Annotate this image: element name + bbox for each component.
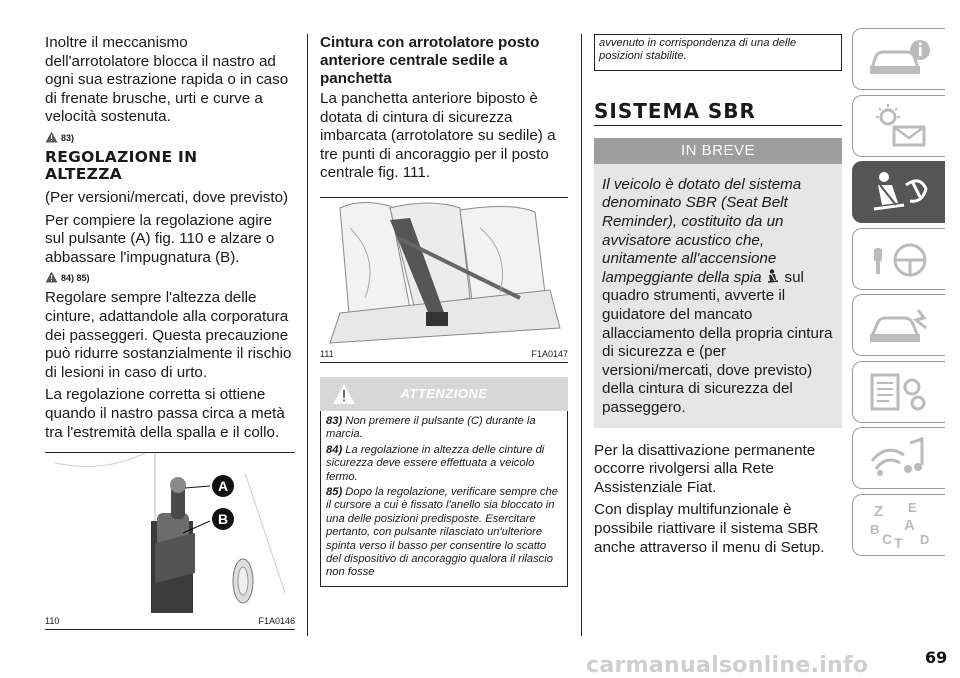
- attention-item: 85) Dopo la regolazione, verificare sempre che il cursore a cui è fissato l'anello sia bloccato in una delle posizioni predisposte. Esercitare pertanto, con pulsante rilasciato un'ulteriore spinta verso il basso per consentire lo scatto del dispositivo di ancoraggio qualora il rilascio non fosse: [326, 486, 558, 579]
- figure-code: F1A0147: [531, 348, 568, 359]
- maintenance-icon: [864, 367, 934, 417]
- paragraph: Con display multifunzionale è possibile riattivare il sistema SBR anche attraverso il menu di Setup.: [594, 501, 825, 556]
- in-brief-italic-text: Il veicolo è dotato del sistema denominato SBR (Seat Belt Reminder), costituito da un avvisatore acustico che, unitamente all'accensione lampeggiante della spia: [602, 175, 802, 286]
- seatbelt-warning-light-icon: [766, 269, 780, 284]
- column-divider: [581, 34, 582, 636]
- svg-text:Z: Z: [874, 502, 884, 520]
- tab-emergency[interactable]: [852, 294, 945, 356]
- warning-triangle-icon: [45, 271, 58, 283]
- svg-text:B: B: [870, 521, 880, 537]
- bench-seat-belt-illustration: [320, 198, 568, 346]
- tab-starting-driving[interactable]: [852, 228, 945, 290]
- svg-text:A: A: [904, 516, 915, 534]
- paragraph: Inoltre il meccanismo dell'arrotolatore blocca il nastro ad ogni sua estrazione rapida o in caso di frenate brusche, urti e curve a velocità sostenuta.: [45, 34, 289, 126]
- attention-item: 83) Non premere il pulsante (C) durante la marcia.: [326, 414, 536, 441]
- in-brief-box: [594, 138, 842, 428]
- chapter-tabs: [852, 28, 945, 560]
- tab-warning-lights[interactable]: [852, 95, 945, 157]
- section-title: SISTEMA SBR: [594, 99, 842, 126]
- column-divider: [307, 34, 308, 636]
- paragraph: (Per versioni/mercati, dove previsto): [45, 188, 289, 206]
- attention-box: [320, 377, 568, 587]
- index-icon: [864, 500, 934, 550]
- seatbelt-airbag-icon: [864, 167, 934, 217]
- car-crash-icon: [864, 300, 934, 350]
- warning-reference: 84) 85): [45, 271, 295, 283]
- multimedia-icon: [864, 433, 934, 483]
- watermark: carmanualsonline.info: [586, 653, 869, 678]
- svg-text:D: D: [920, 531, 930, 547]
- tab-index[interactable]: [852, 494, 945, 556]
- warning-reference: 83): [45, 131, 295, 143]
- figure-caption: [45, 613, 295, 629]
- key-steering-icon: [864, 234, 934, 284]
- tab-knowing-vehicle[interactable]: [852, 28, 945, 90]
- column-left: [45, 34, 295, 630]
- figure-111: [320, 197, 568, 363]
- paragraph: La panchetta anteriore biposto è dotata di cintura di sicurezza imbarcata (arrotolatore su sedile) a tre punti di ancoraggio per il posto centrale fig. 111.: [320, 90, 556, 182]
- svg-text:E: E: [908, 499, 917, 515]
- svg-text:C: C: [882, 530, 893, 547]
- callout-a: A: [217, 478, 229, 495]
- paragraph: Per compiere la regolazione agire sul pulsante (A) fig. 110 e alzare o abbassare l'impugnatura (B).: [45, 211, 275, 266]
- in-brief-body: [594, 164, 842, 418]
- tab-multimedia[interactable]: [852, 427, 945, 489]
- page-number: 69: [925, 648, 948, 667]
- paragraph: La regolazione corretta si ottiene quando il nastro passa circa a metà tra l'estremità della spalla e il collo.: [45, 386, 285, 441]
- figure-110: [45, 452, 295, 630]
- callout-b: B: [217, 511, 229, 528]
- figure-number: 110: [45, 616, 60, 627]
- warning-triangle-icon: [332, 383, 356, 405]
- tab-maintenance[interactable]: [852, 361, 945, 423]
- sbr-text: [594, 442, 842, 558]
- section-heading: REGOLAZIONE IN ALTEZZA: [45, 147, 198, 183]
- lights-message-icon: [864, 101, 934, 151]
- paragraph: Regolare sempre l'altezza delle cinture, adattandole alla corporatura dei passeggeri. Questa precauzione può ridurre sostanzialmente il rischio di lesioni in caso di urto.: [45, 289, 292, 381]
- attention-item: 84) La regolazione in altezza delle cinture di sicurezza deve essere effettuata a veicolo fermo.: [326, 443, 545, 483]
- attention-content: [320, 411, 568, 587]
- tab-safety[interactable]: [852, 161, 945, 223]
- car-info-icon: [864, 34, 934, 84]
- attention-continuation: avvenuto in corrispondenza di una delle posizioni stabilite.: [594, 34, 842, 71]
- in-brief-regular-text: sul quadro strumenti, avverte il guidatore del mancato allacciamento della propria cintura di sicurezza e (per versioni/mercati, dove previsto) della cintura di sicurezza del passeggero.: [602, 268, 833, 416]
- figure-number: 111: [320, 348, 334, 359]
- belt-height-adjuster-illustration: [45, 453, 295, 613]
- subsection-heading: Cintura con arrotolatore posto anteriore centrale sedile a panchetta: [320, 34, 540, 87]
- svg-text:T: T: [894, 534, 903, 550]
- column-right: [594, 34, 842, 561]
- attention-header: [320, 377, 568, 411]
- paragraph: Per la disattivazione permanente occorre rivolgersi alla Rete Assistenziale Fiat.: [594, 441, 816, 496]
- attention-title: ATTENZIONE: [400, 386, 488, 402]
- figure-code: F1A0146: [258, 616, 295, 627]
- figure-caption: [320, 346, 568, 362]
- warning-triangle-icon: [45, 131, 58, 143]
- column-middle: [320, 34, 568, 587]
- in-brief-header: IN BREVE: [594, 138, 842, 164]
